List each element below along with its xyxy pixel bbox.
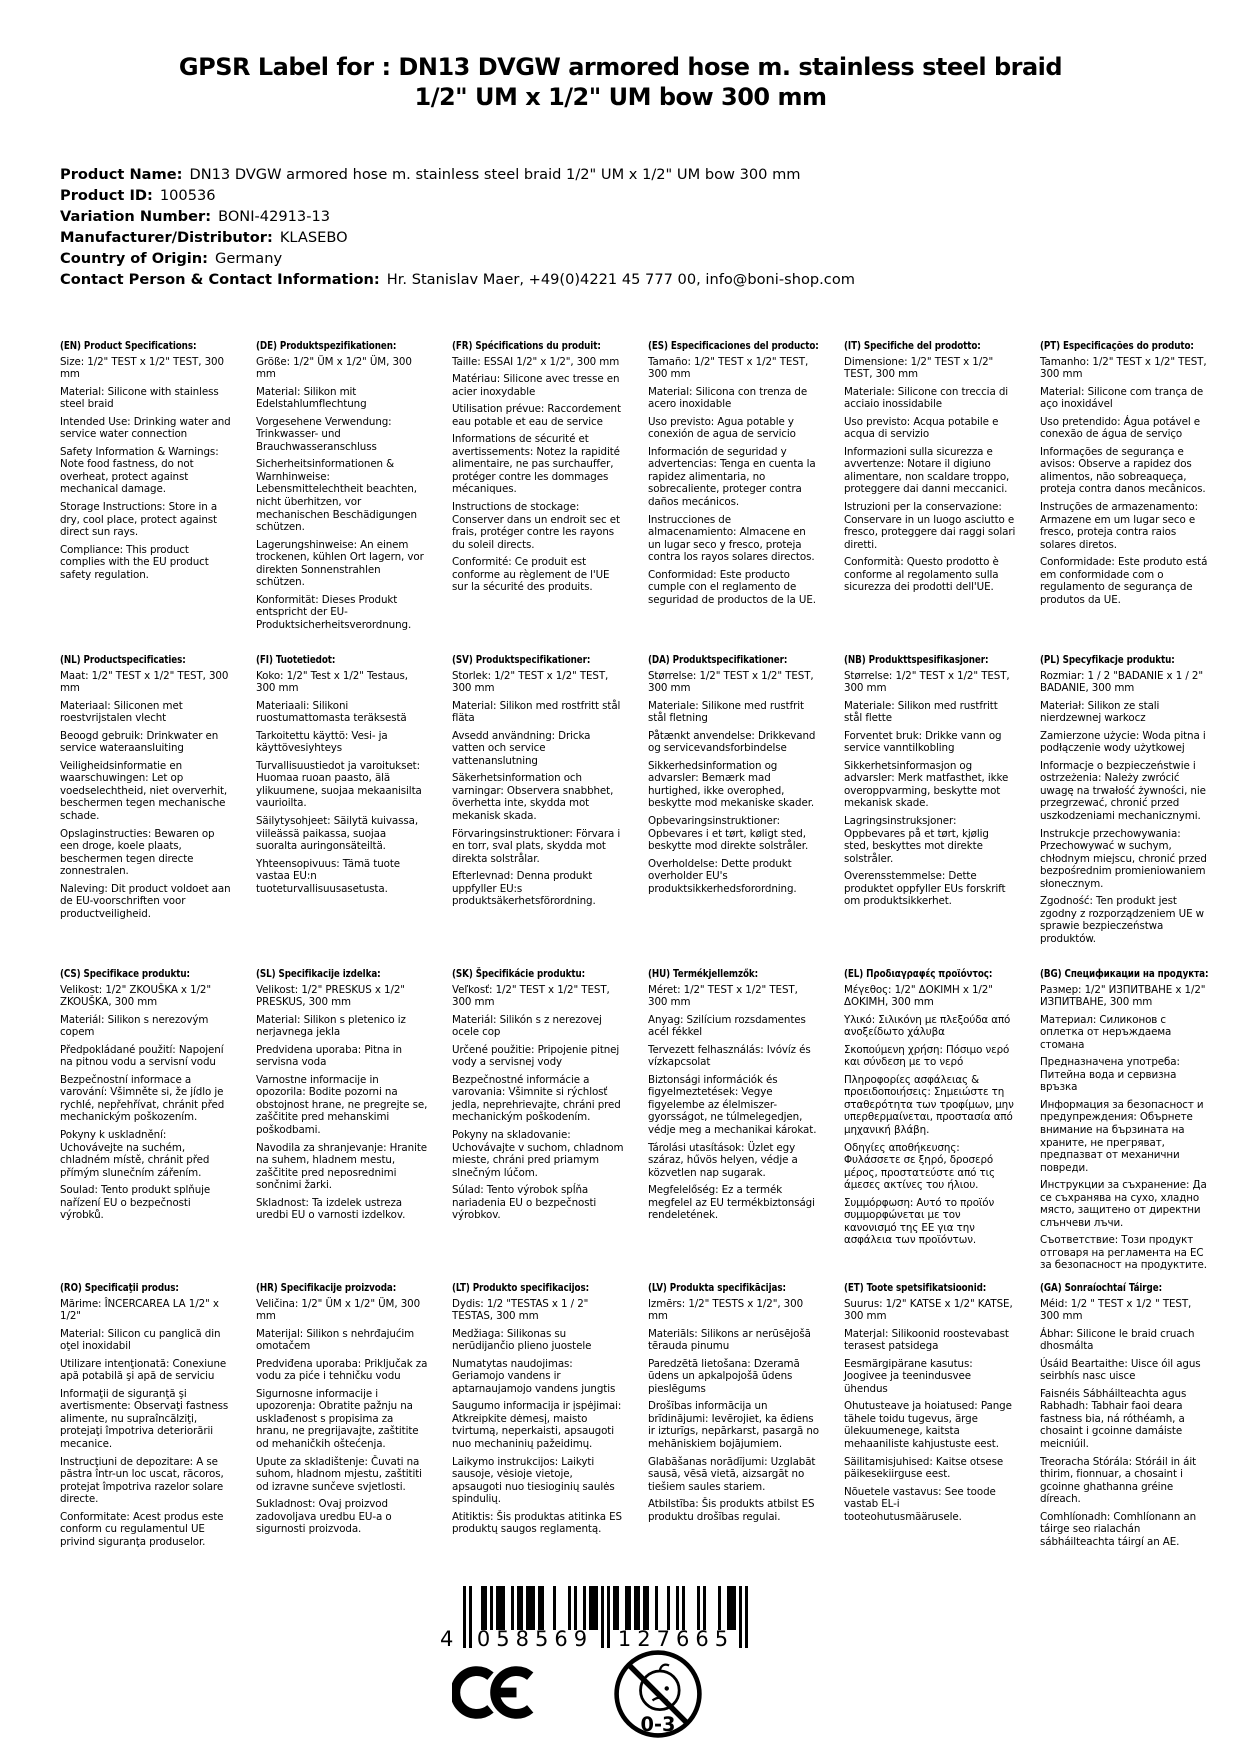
spec-header-de: (DE) Produktspezifikationen:	[256, 340, 397, 352]
spec-header-hr: (HR) Specifikacije proizvoda:	[256, 1282, 397, 1294]
spec-item: Conformitate: Acest produs este conform cu regulamentul UE privind siguranţa produselor.	[60, 1510, 224, 1548]
spec-block-nb	[844, 654, 1016, 968]
barcode-bar	[739, 1586, 742, 1648]
barcode-bar	[646, 1586, 649, 1630]
spec-header-pl: (PL) Specyfikacje produktu:	[1040, 654, 1175, 666]
page-title	[0, 52, 1241, 112]
barcode-bar	[553, 1586, 556, 1630]
spec-header-nl: (NL) Productspecificaties:	[60, 654, 186, 666]
spec-item: Pokyny k uskladnění: Uchovávejte na suchém, chladném místě, chránit před přímým slunečním zářením.	[60, 1129, 210, 1179]
product-info-row	[60, 206, 855, 227]
spec-block-nl	[60, 654, 232, 968]
spec-header-ga: (GA) Sonraíochtaí Táirge:	[1040, 1282, 1162, 1294]
spec-item: Méret: 1/2" TEST x 1/2" TEST, 300 mm	[648, 983, 798, 1009]
barcode-bar	[676, 1586, 679, 1630]
spec-item: Materiale: Silikone med rustfrit stål fletning	[648, 699, 804, 725]
spec-item: Istruzioni per la conservazione: Conservare in un luogo asciutto e fresco, proteggere dai raggi solari diretti.	[844, 501, 1016, 551]
barcode-bar	[574, 1586, 577, 1630]
product-info-value: Hr. Stanislav Maer, +49(0)4221 45 777 00, info@boni-shop.com	[386, 271, 855, 288]
barcode-bar	[607, 1586, 610, 1648]
barcode-group2: 127665	[617, 1627, 735, 1651]
spec-item: Säilitamisjuhised: Kaitse otsese päikesekiirguse eest.	[844, 1455, 1004, 1481]
spec-item: Matériau: Silicone avec tresse en acier inoxydable	[452, 373, 620, 398]
spec-block-bg	[1040, 968, 1212, 1282]
spec-item: Sikkerhedsinformation og advarsler: Bemærk mad hurtighed, ikke overophed, beskytte mod mekaniske skader.	[648, 759, 815, 810]
spec-header-nb: (NB) Produkttspesifikasjoner:	[844, 654, 989, 666]
spec-item: Sikkerhetsinformasjon og advarsler: Merk matfasthet, ikke overoppvarming, beskytte mot mekanisk skade.	[844, 759, 1009, 810]
spec-item: Forventet bruk: Drikke vann og service vanntilkobling	[844, 729, 1002, 755]
ce-mark-icon	[452, 1666, 542, 1723]
barcode-left-digit: 4	[440, 1627, 454, 1651]
spec-item: Veiligheidsinformatie en waarschuwingen: Let op voedselechtheid, niet oververhit, beschermen tegen mechanische schade.	[60, 759, 228, 823]
spec-block-pt	[1040, 340, 1212, 654]
spec-item: Conformidade: Este produto está em conformidade com o regulamento de segurança de produtos da UE.	[1040, 556, 1208, 606]
spec-item: Bezpečnostní informace a varování: Všimněte si, že jídlo je rychlé, nepřehřívat, chránit před mechanickým poškozením.	[60, 1073, 225, 1124]
barcode-bar	[490, 1586, 493, 1630]
spec-item: Predvidena uporaba: Pitna in servisna voda	[256, 1043, 402, 1069]
spec-item: Материал: Силиконов с оплетка от неръждаема стомана	[1040, 1013, 1172, 1051]
spec-item: Sukladnost: Ovaj proizvod zadovoljava uredbu EU-a o sigurnosti proizvoda.	[256, 1498, 392, 1536]
spec-item: Předpokládané použití: Napojení na pitnou vodu a servisní vodu	[60, 1043, 224, 1069]
spec-item: Anyag: Szilícium rozsdamentes acél fékkel	[648, 1013, 806, 1039]
spec-block-lt	[452, 1282, 624, 1596]
spec-item: Tarkoitettu käyttö: Vesi- ja käyttövesiyhteys	[256, 729, 388, 755]
barcode-bar	[703, 1586, 706, 1630]
spec-item: Navodila za shranjevanje: Hranite na suhem, hladnem mestu, zaščitite pred neposrednimi sončnimi žarki.	[256, 1141, 428, 1192]
spec-item: Laikymo instrukcijos: Laikyti sausoje, vėsioje vietoje, apsaugoti nuo tiesioginių saulės spindulių.	[452, 1455, 615, 1506]
spec-item: Efterlevnad: Denna produkt uppfyller EU:s produktsäkerhetsförordning.	[452, 870, 596, 908]
barcode-bar	[595, 1586, 598, 1630]
spec-item: Overholdelse: Dette produkt overholder EU's produktsikkerhedsforordning.	[648, 857, 797, 895]
spec-item: Информация за безопасност и предупреждения: Обърнете внимание на бързината на храните, не прегряват, предпазват от механични повреди.	[1040, 1098, 1204, 1174]
spec-item: Materiale: Silicone con treccia di acciaio inossidabile	[844, 385, 1009, 411]
spec-block-et	[844, 1282, 1016, 1596]
product-info-label: Product Name:	[60, 166, 183, 183]
spec-header-el: (EL) Προδιαγραφές προϊόντος:	[844, 968, 993, 980]
spec-block-en	[60, 340, 232, 654]
product-info-row	[60, 164, 855, 185]
barcode-bar	[718, 1586, 721, 1630]
spec-header-bg: (BG) Спецификации на продукта:	[1040, 968, 1209, 980]
product-info-label: Manufacturer/Distributor:	[60, 229, 273, 246]
product-info-value: DN13 DVGW armored hose m. stainless steel braid 1/2" UM x 1/2" UM bow 300 mm	[189, 166, 801, 183]
spec-item: Съответствие: Този продукт отговаря на регламента на ЕС за безопасност на продуктите.	[1040, 1234, 1207, 1272]
spec-item: Tárolási utasítások: Üzlet egy száraz, hűvös helyen, védje a közvetlen nap sugarak.	[648, 1141, 798, 1179]
spec-item: Atbilstība: Šis produkts atbilst ES produktu drošības regulai.	[648, 1498, 815, 1523]
spec-item: Material: Silicone com trança de aço inoxidável	[1040, 385, 1204, 411]
spec-item: Intended Use: Drinking water and service water connection	[60, 415, 231, 441]
spec-item: Υλικό: Σιλικόνη με πλεξούδα από ανοξείδωτο χάλυβα	[844, 1013, 1011, 1039]
spec-block-pl	[1040, 654, 1212, 968]
spec-item: Sigurnosne informacije i upozorenja: Obratite pažnju na usklađenost s propisima za hranu, ne pregrijavajte, zaštitite od mehaničkih oštećenja.	[256, 1387, 419, 1451]
spec-item: Material: Silicone with stainless steel braid	[60, 385, 219, 411]
spec-item: Rozmiar: 1 / 2 "BADANIE x 1 / 2" BADANIE, 300 mm	[1040, 669, 1203, 695]
age-warning-label: 0-3	[640, 1712, 676, 1736]
specifications-grid	[60, 340, 1212, 1596]
spec-item: Soulad: Tento produkt splňuje nařízení EU o bezpečnosti výrobků.	[60, 1184, 211, 1222]
spec-item: Paredzētā lietošana: Dzeramā ūdens un apkalpojošā ūdens pieslēgums	[648, 1357, 800, 1395]
spec-item: Pokyny na skladovanie: Uchovávajte v suchom, chladnom mieste, chráni pred priamym slnečným lúčom.	[452, 1129, 624, 1179]
spec-item: Saugumo informacija ir įspėjimai: Atkreipkite dėmesį, maisto tvirtumą, neperkaisti, apsaugoti nuo mechaninių pažeidimų.	[452, 1400, 622, 1451]
spec-item: Storage Instructions: Store in a dry, cool place, protect against direct sun rays.	[60, 501, 218, 539]
spec-header-sv: (SV) Produktspecifikationer:	[452, 654, 591, 666]
spec-block-cs	[60, 968, 232, 1282]
spec-item: Naleving: Dit product voldoet aan de EU-voorschriften voor productveiligheid.	[60, 882, 231, 920]
spec-block-fi	[256, 654, 428, 968]
spec-item: Materiaali: Silikoni ruostumattomasta teräksestä	[256, 699, 407, 725]
spec-item: Dydis: 1/2 "TESTAS x 1 / 2" TESTAS, 300 mm	[452, 1297, 589, 1323]
product-info-row	[60, 185, 855, 206]
spec-item: Ábhar: Silicone le braid cruach dhosmálta	[1040, 1327, 1195, 1353]
spec-item: Tamanho: 1/2" TEST x 1/2" TEST, 300 mm	[1040, 355, 1207, 381]
spec-item: Tamaño: 1/2" TEST x 1/2" TEST, 300 mm	[648, 355, 809, 381]
spec-item: Predviđena uporaba: Priključak za vodu za piće i tehničku vodu	[256, 1357, 428, 1383]
spec-item: Veľkosť: 1/2" TEST x 1/2" TEST, 300 mm	[452, 983, 610, 1009]
spec-item: Overensstemmelse: Dette produktet oppfyller EUs forskrift om produktsikkerhet.	[844, 870, 1006, 908]
spec-item: Nõuetele vastavus: See toode vastab EL-i tooteohutusmäärusele.	[844, 1485, 996, 1523]
page-title-line1: GPSR Label for : DN13 DVGW armored hose m. stainless steel braid	[178, 53, 1063, 81]
spec-item: Utilizare intenţionată: Conexiune apă potabilă şi apă de serviciu	[60, 1357, 227, 1383]
spec-item: Treoracha Stórála: Stóráil in áit thirim, fionnuar, a chosaint i gcoinne ghathanna gréine díreach.	[1040, 1455, 1197, 1506]
spec-item: Инструкции за съхранение: Да се съхранява на сухо, хладно място, защитено от директни слънчеви лъчи.	[1040, 1179, 1207, 1229]
spec-item: Taille: ESSAI 1/2" x 1/2", 300 mm	[452, 355, 620, 368]
barcode-group1: 058569	[476, 1627, 594, 1651]
spec-item: Úsáid Beartaithe: Uisce óil agus seirbhís nasc uisce	[1040, 1357, 1201, 1383]
spec-block-lv	[648, 1282, 820, 1596]
spec-item: Предназначена употреба: Питейна вода и сервизна връзка	[1040, 1056, 1180, 1094]
barcode-bar	[667, 1586, 670, 1630]
barcode-bar	[697, 1586, 700, 1630]
product-info-label: Country of Origin:	[60, 250, 209, 267]
spec-item: Méid: 1/2 " TEST x 1/2 " TEST, 300 mm	[1040, 1297, 1192, 1323]
spec-item: Mărime: ÎNCERCAREA LA 1/2" x 1/2"	[60, 1297, 219, 1323]
spec-block-hu	[648, 968, 820, 1282]
spec-item: Size: 1/2" TEST x 1/2" TEST, 300 mm	[60, 355, 224, 381]
spec-block-es	[648, 340, 820, 654]
spec-item: Materiale: Silikon med rustfritt stål flette	[844, 699, 998, 725]
product-info-label: Contact Person & Contact Information:	[60, 271, 380, 288]
barcode-bar	[583, 1586, 586, 1630]
age-warning-0-3-icon	[612, 1648, 704, 1744]
product-info-row	[60, 227, 855, 248]
barcode-bar	[745, 1586, 748, 1648]
spec-item: Izmērs: 1/2" TESTS x 1/2", 300 mm	[648, 1297, 804, 1323]
spec-item: Materjal: Silikoonid roostevabast terasest patsidega	[844, 1327, 1009, 1353]
page-title-line2: 1/2" UM x 1/2" UM bow 300 mm	[414, 83, 827, 111]
spec-item: Určené použitie: Pripojenie pitnej vody a servisnej vody	[452, 1043, 620, 1069]
spec-item: Avsedd användning: Dricka vatten och service vattenanslutning	[452, 729, 591, 767]
spec-block-da	[648, 654, 820, 968]
barcode-bar	[601, 1586, 604, 1648]
spec-block-sv	[452, 654, 624, 968]
spec-item: Πληροφορίες ασφάλειας & προειδοποιήσεις: Σημειώστε τη σταθερότητα των τροφίμων, μην υπερθερμαίνεται, προστασία από μηχανική βλάβη.	[844, 1073, 1014, 1137]
product-info-value: BONI-42913-13	[218, 208, 331, 225]
spec-item: Beoogd gebruik: Drinkwater en service wateraansluiting	[60, 729, 219, 755]
spec-block-it	[844, 340, 1016, 654]
spec-item: Οδηγίες αποθήκευσης: Φυλάσσετε σε ξηρό, δροσερό μέρος, προστατεύστε από τις άμεσες ακτίνες του ήλιου.	[844, 1141, 995, 1192]
spec-item: Safety Information & Warnings: Note food fastness, do not overheat, protect against mechanical damage.	[60, 445, 219, 496]
spec-item: Materiał: Silikon ze stali nierdzewnej warkocz	[1040, 699, 1160, 725]
barcode-bar	[520, 1586, 523, 1630]
barcode-bar	[502, 1586, 505, 1630]
spec-item: Información de seguridad y advertencias: Tenga en cuenta la rapidez alimentaria, no sobrecaliente, proteger contra daños mecánicos.	[648, 445, 816, 509]
spec-header-fr: (FR) Spécifications du produit:	[452, 340, 601, 352]
spec-item: Uso previsto: Agua potable y conexión de agua de servicio	[648, 415, 796, 441]
spec-item: Biztonsági információk és figyelmeztetések: Vegye figyelembe az élelmiszer-gyorsságot, ne túlmelegedjen, védje meg a mechanikai károkat.	[648, 1073, 817, 1137]
spec-item: Instruções de armazenamento: Armazene em um lugar seco e fresco, proteja contra raios solares diretos.	[1040, 501, 1198, 551]
spec-item: Размер: 1/2" ИЗПИТВАНЕ x 1/2" ИЗПИТВАНЕ, 300 mm	[1040, 983, 1206, 1009]
spec-item: Drošības informācija un brīdinājumi: Ievērojiet, ka ēdiens ir izturīgs, nepārkarst, pasargā no mehāniskiem bojājumiem.	[648, 1400, 819, 1451]
spec-header-cs: (CS) Specifikace produktu:	[60, 968, 190, 980]
spec-block-fr	[452, 340, 624, 654]
spec-header-ro: (RO) Specificaţii produs:	[60, 1282, 179, 1294]
spec-item: Lagerungshinweise: An einem trockenen, kühlen Ort lagern, vor direkten Sonnenstrahlen schützen.	[256, 538, 424, 589]
spec-item: Yhteensopivuus: Tämä tuote vastaa EU:n tuoteturvallisuusasetusta.	[256, 857, 401, 895]
spec-item: Størrelse: 1/2" TEST x 1/2" TEST, 300 mm	[648, 669, 814, 695]
product-info-value: KLASEBO	[279, 229, 348, 246]
spec-item: Megfelelőség: Ez a termék megfelel az EU termékbiztonsági rendeletének.	[648, 1184, 815, 1222]
spec-block-de	[256, 340, 428, 654]
spec-item: Tervezett felhasználás: Ivóvíz és vízkapcsolat	[648, 1043, 811, 1069]
spec-item: Dimensione: 1/2" TEST x 1/2" TEST, 300 mm	[844, 355, 994, 381]
spec-item: Maat: 1/2" TEST x 1/2" TEST, 300 mm	[60, 669, 229, 695]
spec-block-el	[844, 968, 1016, 1282]
spec-item: Opslaginstructies: Bewaren op een droge, koele plaats, beschermen tegen directe zonnestralen.	[60, 827, 215, 878]
spec-item: Velikost: 1/2" PRESKUS x 1/2" PRESKUS, 300 mm	[256, 983, 405, 1009]
spec-item: Material: Silicon cu panglică din oţel inoxidabil	[60, 1327, 221, 1353]
barcode-bar	[637, 1586, 640, 1630]
spec-item: Informacje o bezpieczeństwie i ostrzeżenia: Należy zwrócić uwagę na trwałość żywności, nie przegrzewać, chronić przed uszkodzeniami mechanicznymi.	[1040, 759, 1206, 823]
spec-item: Opbevaringsinstruktioner: Opbevares i et tørt, køligt sted, beskytte mod direkte solstråler.	[648, 815, 809, 853]
barcode-bar	[463, 1586, 466, 1648]
spec-item: Medžiaga: Silikonas su nerūdijančio plieno juostele	[452, 1327, 592, 1353]
spec-block-hr	[256, 1282, 428, 1596]
spec-item: Koko: 1/2" Test x 1/2" Testaus, 300 mm	[256, 669, 408, 695]
barcode-bar	[511, 1586, 514, 1630]
spec-header-lv: (LV) Produkta specifikācijas:	[648, 1282, 786, 1294]
spec-item: Materiaal: Siliconen met roestvrijstalen vlecht	[60, 699, 183, 725]
spec-block-ga	[1040, 1282, 1212, 1596]
spec-item: Vorgesehene Verwendung: Trinkwasser- und Brauchwasseranschluss	[256, 415, 392, 453]
barcode-bar	[541, 1586, 544, 1630]
spec-item: Påtænkt anvendelse: Drikkevand og servicevandsforbindelse	[648, 729, 816, 755]
spec-item: Σκοπούμενη χρήση: Πόσιμο νερό και σύνδεση με το νερό	[844, 1043, 1010, 1069]
spec-header-sk: (SK) Špecifikácie produktu:	[452, 968, 586, 980]
product-info-block	[60, 164, 855, 290]
spec-item: Comhlíonadh: Comhlíonann an táirge seo rialachán sábháilteachta táirgí an AE.	[1040, 1510, 1197, 1548]
spec-item: Größe: 1/2" ÜM x 1/2" ÜM, 300 mm	[256, 355, 412, 381]
spec-header-sl: (SL) Specifikacije izdelka:	[256, 968, 381, 980]
spec-item: Instructions de stockage: Conserver dans un endroit sec et frais, protéger contre les rayons du soleil directs.	[452, 501, 620, 551]
spec-item: Säkerhetsinformation och varningar: Observera snabbhet, överhetta inte, skydda mot mekanisk skada.	[452, 772, 614, 823]
spec-item: Upute za skladištenje: Čuvati na suhom, hladnom mjestu, zaštititi od izravne sunčeve svjetlosti.	[256, 1455, 422, 1493]
spec-item: Uso previsto: Acqua potabile e acqua di servizio	[844, 415, 999, 441]
spec-header-et: (ET) Toote spetsifikatsioonid:	[844, 1282, 987, 1294]
barcode-bar	[733, 1586, 736, 1630]
spec-item: Lagringsinstruksjoner: Oppbevares på et tørt, kjølig sted, beskyttes mot direkte solstråler.	[844, 815, 989, 865]
spec-header-da: (DA) Produktspecifikationer:	[648, 654, 788, 666]
product-info-label: Variation Number:	[60, 208, 212, 225]
spec-item: Material: Silicona con trenza de acero inoxidable	[648, 385, 808, 411]
spec-item: Informaţii de siguranţă şi avertismente: Observaţi fastness alimente, nu supraîncălziţi, protejaţi împotriva deteriorării mecanice.	[60, 1387, 229, 1451]
spec-item: Συμμόρφωση: Αυτό το προϊόν συμμορφώνεται με τον κανονισμό της ΕΕ για την ασφάλεια των προϊόντων.	[844, 1196, 995, 1247]
barcode-bar	[484, 1586, 487, 1630]
spec-item: Ohutusteave ja hoiatused: Pange tähele toidu tugevus, ärge ülekuumenege, kaitsta mehaaniliste kahjustuste eest.	[844, 1400, 1012, 1451]
spec-block-ro	[60, 1282, 232, 1596]
barcode-bar	[568, 1586, 571, 1630]
spec-item: Instrucciones de almacenamiento: Almacene en un lugar seco y fresco, proteja contra los rayos solares directos.	[648, 513, 815, 564]
spec-item: Sicherheitsinformationen & Warnhinweise: Lebensmittelechtheit beachten, nicht überhitzen, vor mechanischen Beschädigungen schützen.	[256, 458, 417, 534]
barcode-bar	[628, 1586, 631, 1630]
spec-item: Säilytysohjeet: Säilytä kuivassa, viileässä paikassa, suojaa suoralta auringonsäteiltä.	[256, 815, 419, 853]
spec-item: Instrukcje przechowywania: Przechowywać w suchym, chłodnym miejscu, chronić przed bezpośrednim promieniowaniem słonecznym.	[1040, 827, 1207, 890]
spec-header-es: (ES) Especificaciones del producto:	[648, 340, 819, 352]
spec-item: Utilisation prévue: Raccordement eau potable et eau de service	[452, 403, 621, 428]
barcode-bar	[682, 1586, 685, 1630]
spec-block-sk	[452, 968, 624, 1282]
spec-item: Turvallisuustiedot ja varoitukset: Huomaa ruoan paasto, älä ylikuumene, suojaa mekaanisilta vaurioilta.	[256, 759, 422, 810]
spec-item: Material: Silikon s pletenico iz nerjavnega jekla	[256, 1013, 406, 1039]
spec-item: Förvaringsinstruktioner: Förvara i en torr, sval plats, skydda mot direkta solstrålar.	[452, 827, 621, 865]
spec-item: Material: Silikon mit Edelstahlumflechtung	[256, 385, 367, 411]
spec-item: Materijal: Silikon s nehrđajućim omotačem	[256, 1327, 415, 1353]
spec-item: Bezpečnostné informácie a varovania: Všimnite si rýchlosť jedla, neprehrievajte, chráni pred mechanickým poškodením.	[452, 1073, 621, 1124]
spec-item: Materiál: Silikon s nerezovým copem	[60, 1013, 209, 1039]
spec-item: Konformität: Dieses Produkt entspricht der EU-Produktsicherheitsverordnung.	[256, 593, 412, 631]
product-info-row	[60, 248, 855, 269]
spec-item: Numatytas naudojimas: Geriamojo vandens ir aptarnaujamojo vandens jungtis	[452, 1357, 616, 1395]
spec-item: Conformità: Questo prodotto è conforme al regolamento sulla sicurezza dei prodotti dell'UE.	[844, 556, 999, 594]
barcode-bar	[655, 1586, 658, 1630]
spec-item: Atitiktis: Šis produktas atitinka ES produktų saugos reglamentą.	[452, 1510, 622, 1536]
spec-item: Storlek: 1/2" TEST x 1/2" TEST, 300 mm	[452, 669, 609, 695]
spec-header-en: (EN) Product Specifications:	[60, 340, 197, 352]
spec-block-sl	[256, 968, 428, 1282]
spec-item: Materiál: Silikón s z nerezovej ocele cop	[452, 1013, 602, 1039]
spec-item: Informações de segurança e avisos: Observe a rapidez dos alimentos, não sobreaqueça, proteja contra danos mecânicos.	[1040, 445, 1206, 496]
spec-item: Eesmärgipärane kasutus: Joogivee ja teenindusvee ühendus	[844, 1357, 973, 1395]
spec-item: Uso pretendido: Água potável e conexão de água de serviço	[1040, 415, 1200, 441]
spec-item: Varnostne informacije in opozorila: Bodite pozorni na obstojnost hrane, ne pregrejte se, zaščitite pred mehanskimi poškodbami.	[256, 1073, 428, 1137]
spec-item: Zamierzone użycie: Woda pitna i podłączenie wody użytkowej	[1040, 729, 1206, 755]
barcode-bar	[616, 1586, 619, 1630]
spec-item: Conformité: Ce produit est conforme au règlement de l'UE sur la sécurité des produits.	[452, 556, 610, 594]
spec-item: Compliance: This product complies with the EU product safety regulation.	[60, 543, 209, 581]
spec-header-fi: (FI) Tuotetiedot:	[256, 654, 336, 666]
product-info-value: Germany	[215, 250, 283, 267]
spec-item: Instrucţiuni de depozitare: A se păstra într-un loc uscat, răcoros, protejat împotriva razelor solare directe.	[60, 1455, 224, 1506]
spec-header-it: (IT) Specifiche del prodotto:	[844, 340, 981, 352]
barcode-bar	[532, 1586, 535, 1630]
product-info-label: Product ID:	[60, 187, 153, 204]
spec-item: Skladnost: Ta izdelek ustreza uredbi EU o varnosti izdelkov.	[256, 1196, 406, 1222]
spec-item: Glabāšanas norādījumi: Uzglabāt sausā, vēsā vietā, aizsargāt no tiešiem saules stariem.	[648, 1455, 816, 1493]
spec-item: Størrelse: 1/2" TEST x 1/2" TEST, 300 mm	[844, 669, 1010, 695]
product-info-row	[60, 269, 855, 290]
spec-item: Informations de sécurité et avertissements: Notez la rapidité alimentaire, ne pas surchauffer, protéger contre les dommages mécaniques.	[452, 433, 620, 496]
spec-item: Suurus: 1/2" KATSE x 1/2" KATSE, 300 mm	[844, 1297, 1013, 1323]
spec-item: Conformidad: Este producto cumple con el reglamento de seguridad de productos de la UE.	[648, 568, 816, 606]
spec-item: Zgodność: Ten produkt jest zgodny z rozporządzeniem UE w sprawie bezpieczeństwa produktów.	[1040, 895, 1204, 945]
spec-header-pt: (PT) Especificações do produto:	[1040, 340, 1194, 352]
product-info-value: 100536	[159, 187, 216, 204]
spec-item: Informazioni sulla sicurezza e avvertenze: Notare il digiuno alimentare, non scaldare troppo, proteggere dai danni meccanici.	[844, 445, 1010, 496]
spec-item: Material: Silikon med rostfritt stål fläta	[452, 699, 621, 725]
spec-item: Faisnéis Sábháilteachta agus Rabhadh: Tabhair faoi deara fastness bia, ná róthéamh, a chosaint i gcoinne damáiste meicniúil.	[1040, 1387, 1187, 1451]
ean13-barcode	[440, 1586, 760, 1652]
spec-item: Veličina: 1/2" ÜM x 1/2" ÜM, 300 mm	[256, 1297, 421, 1323]
spec-header-hu: (HU) Termékjellemzők:	[648, 968, 759, 980]
spec-item: Súlad: Tento výrobok spĺňa nariadenia EU o bezpečnosti výrobkov.	[452, 1184, 597, 1222]
spec-item: Μέγεθος: 1/2" ΔΟΚΙΜΗ x 1/2" ΔΟΚΙΜΗ, 300 mm	[844, 983, 993, 1009]
spec-item: Velikost: 1/2" ZKOUŠKA x 1/2" ZKOUŠKA, 300 mm	[60, 983, 212, 1009]
spec-header-lt: (LT) Produkto specifikacijos:	[452, 1282, 590, 1294]
spec-item: Materiāls: Silikons ar nerūsējošā tērauda pinumu	[648, 1327, 811, 1353]
